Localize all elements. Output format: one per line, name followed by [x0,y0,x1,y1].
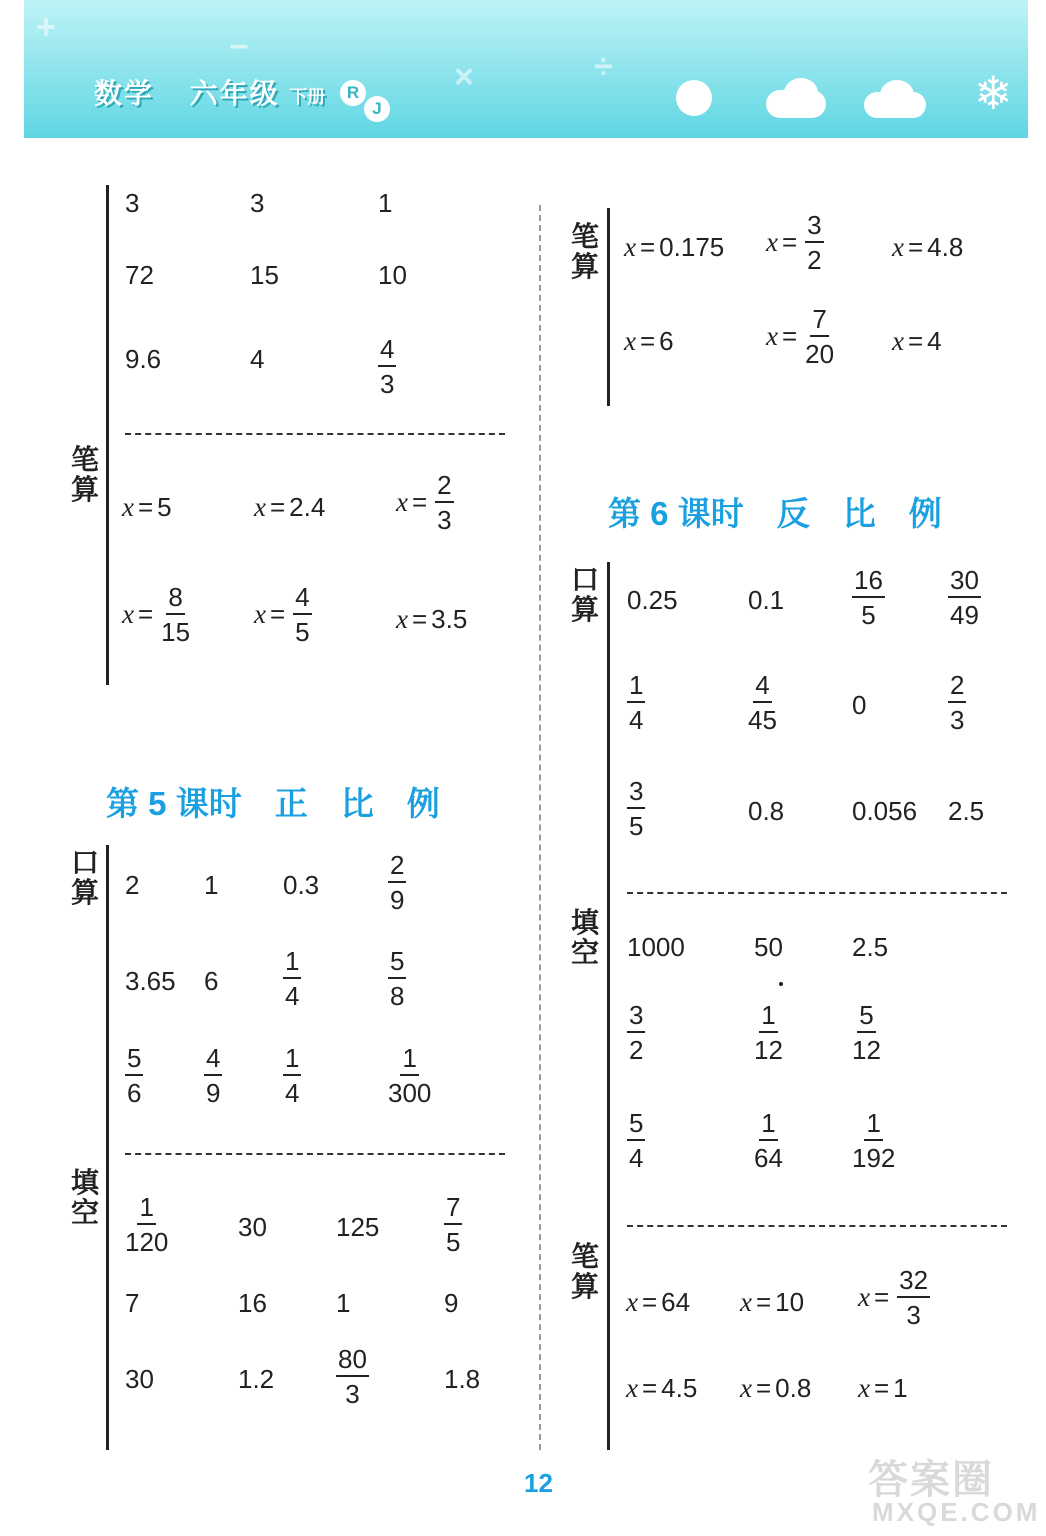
answer-value: 0.25 [627,585,678,615]
answer-value: 2.5 [948,796,985,826]
denominator: 3 [437,505,452,535]
sun-icon [676,80,712,116]
fraction [293,584,311,645]
denominator: 12 [852,1035,881,1065]
fraction [336,1346,369,1407]
header-banner [24,0,1028,138]
denominator: 4 [285,1078,300,1108]
equals-sign: = [781,227,798,257]
fraction [805,212,823,273]
equals-sign: = [269,492,286,522]
numerator: 1 [283,1045,301,1076]
variable: x [624,326,636,356]
fraction [948,567,981,628]
volume: 下册 [289,87,326,107]
equals-sign: = [411,487,428,517]
grade: 六年级 [189,78,280,109]
equals-sign: = [781,321,798,351]
fraction [435,472,453,533]
denominator: 3 [345,1379,360,1409]
numerator: 16 [852,567,885,598]
answer-value: 6 [204,966,219,996]
numerator: 4 [753,672,771,703]
numerator: 7 [810,306,828,337]
lesson6-divider-1 [627,892,1007,894]
equals-sign: = [641,1373,658,1403]
variable: x [766,227,778,257]
answer-value: 4.8 [927,232,964,262]
fraction [125,1194,168,1255]
variable: x [892,326,904,356]
denominator: 192 [852,1143,896,1173]
numerator: 4 [378,336,396,367]
answer-value: 0.1 [748,585,785,615]
variable: x [626,1373,638,1403]
lesson6-divider-2 [627,1225,1007,1227]
answer-value: 2.4 [289,492,326,522]
watermark-logo: 答案圈 [868,1458,994,1502]
variable: x [740,1373,752,1403]
variable: x [858,1373,870,1403]
answer-value: 10 [775,1287,805,1317]
fraction [948,672,966,733]
fraction [125,1045,143,1106]
denominator: 5 [446,1227,461,1257]
numerator: 3 [805,212,823,243]
numerator: 4 [204,1045,222,1076]
equation [624,326,674,357]
answer-value: 3.5 [431,604,468,634]
answer-value: 4 [250,344,265,374]
answer-value: 4 [927,326,942,356]
equals-sign: = [639,326,656,356]
equation [740,1287,804,1318]
equals-sign: = [641,1287,658,1317]
answer-value: 6 [659,326,674,356]
denominator: 4 [285,981,300,1011]
divide-icon: ÷ [594,48,613,86]
answer-value: 1.8 [444,1364,481,1394]
denominator: 15 [161,617,191,647]
fraction [754,1002,783,1063]
badge-r: R [340,80,366,106]
times-icon: × [454,58,474,96]
denominator: 9 [390,885,405,915]
numerator: 1 [400,1045,418,1076]
equals-sign: = [639,232,656,262]
minus-icon: − [229,28,249,66]
right-bisuan2-label: 笔算 [570,1241,599,1302]
answer-value: 0.8 [748,796,785,826]
variable: x [254,599,266,629]
denominator: 12 [754,1035,783,1065]
fraction [627,672,645,733]
left-kousuan-label: 口算 [70,847,99,908]
fraction [283,948,301,1009]
denominator: 5 [629,811,644,841]
right-kousuan-label: 口算 [570,564,599,625]
equals-sign: = [269,599,286,629]
equation [122,492,172,523]
numerator: 32 [897,1267,930,1298]
fraction [204,1045,222,1106]
denominator: 4 [629,1143,644,1173]
fraction [627,1110,645,1171]
equation [624,232,724,263]
numerator: 2 [948,672,966,703]
left-tiankong-label: 填空 [70,1167,99,1228]
numerator: 1 [864,1110,882,1141]
answer-value: 3 [125,188,140,218]
fraction [388,948,406,1009]
answer-value: 2.5 [852,932,889,962]
fraction [161,584,190,645]
answer-value: 16 [238,1288,267,1318]
fraction [444,1194,462,1255]
variable: x [396,487,408,517]
denominator: 5 [861,600,876,630]
variable: x [892,232,904,262]
variable: x [254,492,266,522]
equals-sign: = [873,1373,890,1403]
fraction [388,852,406,913]
equation [766,306,834,367]
column-divider [539,205,541,1450]
answer-value: 2 [125,870,140,900]
numerator: 2 [388,852,406,883]
plus-icon: + [36,8,56,46]
answer-value: 1000 [627,932,685,962]
numerator: 5 [125,1045,143,1076]
book-title [94,72,325,112]
answer-value: 7 [125,1288,140,1318]
lesson5-title: 第 5 课时 正 比 例 [106,785,440,822]
denominator: 20 [805,339,835,369]
answer-value: 1 [204,870,219,900]
left-bracket-line [106,185,109,685]
equation [254,492,325,523]
denominator: 64 [754,1143,783,1173]
fraction [283,1045,301,1106]
numerator: 5 [388,948,406,979]
numerator: 1 [759,1110,777,1141]
equals-sign: = [755,1287,772,1317]
right-bracket-line [607,208,610,406]
watermark-url: MXQE.COM [872,1497,1041,1527]
equals-sign: = [907,232,924,262]
answer-value: 3 [250,188,265,218]
answer-value: 30 [238,1212,267,1242]
variable: x [626,1287,638,1317]
equation [740,1373,811,1404]
denominator: 3 [380,369,395,399]
answer-value: 4.5 [661,1373,698,1403]
equals-sign: = [411,604,428,634]
equation [858,1373,908,1404]
lesson6-bracket-line [607,562,610,1450]
answer-value: 64 [661,1287,691,1317]
answer-value: 0.175 [659,232,725,262]
equation [254,584,312,645]
lesson5-divider [125,1153,505,1155]
denominator: 8 [390,981,405,1011]
equation [396,472,454,533]
numerator: 1 [627,672,645,703]
answer-value: 0.056 [852,796,918,826]
variable: x [122,492,134,522]
fraction [388,1045,431,1106]
variable: x [858,1282,870,1312]
fraction [805,306,834,367]
answer-value: 50 [754,932,783,962]
denominator: 9 [206,1078,221,1108]
denominator: 2 [629,1035,644,1065]
snowflake-icon: ❄ [974,67,1013,119]
denominator: 3 [906,1300,921,1330]
answer-value: 0.8 [775,1373,812,1403]
denominator: 120 [125,1227,169,1257]
equation [626,1373,697,1404]
answer-value: 0 [852,690,867,720]
numerator: 5 [627,1110,645,1141]
variable: x [122,599,134,629]
denominator: 49 [950,600,979,630]
equation [892,232,963,263]
denominator: 6 [127,1078,142,1108]
fraction [852,567,885,628]
equals-sign: = [137,599,154,629]
equation [858,1267,930,1328]
numerator: 8 [166,584,184,615]
answer-value: 125 [336,1212,380,1242]
subject: 数学 [94,78,155,109]
numerator: 5 [857,1002,875,1033]
equation [892,326,942,357]
answer-value: 5 [157,492,172,522]
answer-value: 72 [125,260,154,290]
fraction [897,1267,930,1328]
denominator: 45 [748,705,777,735]
numerator: 30 [948,567,981,598]
fraction [378,336,396,397]
equation [122,584,190,645]
numerator: 3 [627,1002,645,1033]
page-number: 12 [524,1468,553,1498]
numerator: 80 [336,1346,369,1377]
variable: x [624,232,636,262]
numerator: 3 [627,778,645,809]
answer-value: 30 [125,1364,154,1394]
answer-value: 10 [378,260,407,290]
right-bisuan-label: 笔算 [570,221,599,282]
variable: x [766,321,778,351]
fraction [627,1002,645,1063]
numerator: 1 [759,1002,777,1033]
numerator: 1 [283,948,301,979]
numerator: 2 [435,472,453,503]
left-divider [125,433,505,435]
equation [766,212,824,273]
fraction [748,672,777,733]
badge-j: J [364,96,390,122]
denominator: 300 [388,1078,432,1108]
answer-value: 9 [444,1288,459,1318]
fraction [852,1110,895,1171]
equals-sign: = [873,1282,890,1312]
denominator: 2 [807,245,822,275]
answer-value: 1 [378,188,393,218]
equals-sign: = [755,1373,772,1403]
equation [396,604,467,635]
left-bisuan-label: 笔算 [70,444,99,505]
answer-value: 1 [336,1288,351,1318]
fraction [852,1002,881,1063]
denominator: 4 [629,705,644,735]
equals-sign: = [907,326,924,356]
answer-value: 15 [250,260,279,290]
answer-value: 1 [893,1373,908,1403]
lesson6-title: 第 6 课时 反 比 例 [608,495,942,532]
answer-value: 3.65 [125,966,176,996]
dot-mark [779,982,783,986]
variable: x [396,604,408,634]
answer-value: 9.6 [125,344,162,374]
answer-value: 0.3 [283,870,320,900]
denominator: 5 [295,617,310,647]
equals-sign: = [137,492,154,522]
equation [626,1287,690,1318]
answer-value: 1.2 [238,1364,275,1394]
denominator: 3 [950,705,965,735]
lesson5-bracket-line [106,845,109,1450]
right-tiankong-label: 填空 [570,907,599,968]
fraction [754,1110,783,1171]
variable: x [740,1287,752,1317]
numerator: 4 [293,584,311,615]
fraction [627,778,645,839]
numerator: 7 [444,1194,462,1225]
numerator: 1 [137,1194,155,1225]
